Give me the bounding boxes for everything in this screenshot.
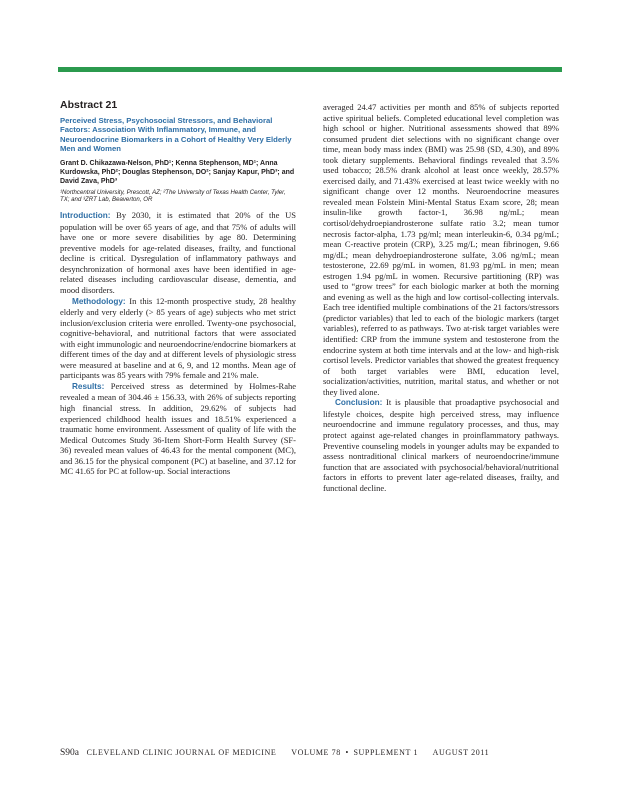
results-heading: Results: [72, 381, 105, 391]
page-number: S90a [60, 748, 79, 758]
methodology-heading: Methodology: [72, 296, 126, 306]
page-footer [60, 748, 540, 758]
results-text-left: Perceived stress as determined by Holmes-Rahe revealed a mean of 304.46 ± 156.33, with 26% of subjects reporting high financial stress. In addition, 29.62% of subjects had experienced childhood health issues and 18.51% experienced a traumatic home environment. Assessment of quality of life with the Medical Outcomes Study 36-Item Short-Form Health Survey (SF-36) revealed mean values of 46.43 for the mental component (MC), and 36.15 for the physical component (PC) at baseline, and 37.12 for MC 41.65 for PC at follow-up. Social interactions [60, 380, 296, 477]
issue-date: AUGUST 2011 [432, 748, 490, 757]
abstract-title: Abstract 21 [60, 99, 118, 111]
methodology-paragraph [60, 296, 296, 381]
conclusion-paragraph [323, 397, 559, 493]
top-rule [58, 67, 562, 72]
results-paragraph [60, 381, 296, 477]
affiliations: ¹Northcentral University, Prescott, AZ; ²The University of Texas Health Center, Tyler, TX; and ³ZRT Lab, Beaverton, OR [60, 188, 286, 204]
right-column [323, 102, 559, 493]
left-column [60, 100, 296, 477]
introduction-text: By 2030, it is estimated that 20% of the US population will be over 65 years of age, and that 75% of adults will have one or more severe disabilities by age 80. Determining preventive models for age-related diseases, frailty, and functional decline is critical. Dysregulation of inflammatory pathways and desynchronization of hormonal axes have been identified in age-related diseases including cardiovascular disease, dementia, and mood disorders. [60, 210, 296, 295]
author-list: Grant D. Chikazawa-Nelson, PhD¹; Kenna Stephenson, MD¹; Anna Kurdowska, PhD²; Douglas Stephenson, DO²; Sanjay Kapur, PhD³; and David Zava, PhD³ [60, 159, 295, 186]
introduction-heading: Introduction: [60, 211, 111, 221]
supplement: SUPPLEMENT 1 [353, 748, 419, 757]
methodology-text: In this 12-month prospective study, 28 healthy elderly and very elderly (> 85 years of age) subjects who met strict inclusion/exclusion criteria were enrolled. Twenty-one psychosocial, cognitive-behavioral, and nutritional factors that were associated with eight immunologic and neuroendocrine/endocrine biomarkers at different times of the day and at different levels of physiologic stress were measured at baseline and at 6, 9, and 12 months. Mean age of participants was 85 years with 79% female and 21% male. [60, 295, 296, 381]
introduction-paragraph [60, 210, 296, 295]
footer-bullet: • [345, 748, 349, 757]
conclusion-text: It is plausible that proadaptive psychosocial and lifestyle choices, despite high perceived stress, may influence neuroendocrine and immune regulatory processes, and thus, may protect against age-related changes in proinflammatory pathways. Preventive counseling models in younger adults may be expanded to assess nontraditional clinical markers of neuroendocrine/immune function that are associated with psychosocial/behavioral/nutritional factors in efforts to prevent later age-related diseases, frailty, and functional decline. [323, 397, 559, 493]
journal-name: CLEVELAND CLINIC JOURNAL OF MEDICINE [86, 748, 277, 757]
results-text-right: averaged 24.47 activities per month and 85% of subjects reported active spiritual beliefs. Completed educational level completion was high school or higher. Nutritional assessments showed that 89% consumed prudent diet selections with no significant change over time, mean body mass index (BMI) was 25.98 (SD, 4.30), and 89% took dietary supplements. Behavioral findings revealed that 3.5% used tobacco; 28.5% drank alcohol at least once weekly, 28.57% exercised daily, and 71.43% exercised at least twice weekly with no significant change over 12 months. Neuroendocrine measures revealed mean Folstein Mini-Mental Status Exam score, 28; mean insulin-like growth factor-1, 36.98 ng/mL; mean cortisol/dehydroepiandrosterone sulfate ratio 3.2; mean tumor necrosis factor-alpha, 1.73 pg/ml; mean interleukin-6, 0.34 pg/mL; mean C-reactive protein (CRP), 3.25 mg/L; mean fibrinogen, 9.66 mg/dL; mean dehydroepiandrosterone sulfate, 3.06 ng/mL; mean testosterone, 22.69 pg/mL in women, 81.93 pg/mL in men; mean estrogen 1.94 pg/mL in women. Recursive partitioning (RP) was used to “grow trees” for each biologic marker at both the morning and evening as well as the high and low cortisol-collecting intervals. Each tree identified multiple combinations of the 21 factors/stressors (predictor variables) that led to each of the biologic markers (target variables), referred to as pathways. Two at-risk target variables were identified: CRP from the immune system and testosterone from the endocrine system at both time intervals and at the low- and high-risk cortisol levels. Predictor variables that showed the greatest frequency of both target variables were BMI, education level, socialization/activities, nutrition, marital status, and whether or not they lived alone. [323, 102, 559, 397]
results-continued-paragraph [323, 102, 559, 397]
abstract-subtitle: Perceived Stress, Psychosocial Stressors, and Behavioral Factors: Association With Inflammatory, Immune, and Neuroendocrine Biomarkers in a Cohort of Healthy Very Elderly Men and Women [60, 115, 292, 154]
volume: VOLUME 78 [291, 748, 341, 757]
conclusion-heading: Conclusion: [335, 398, 383, 408]
